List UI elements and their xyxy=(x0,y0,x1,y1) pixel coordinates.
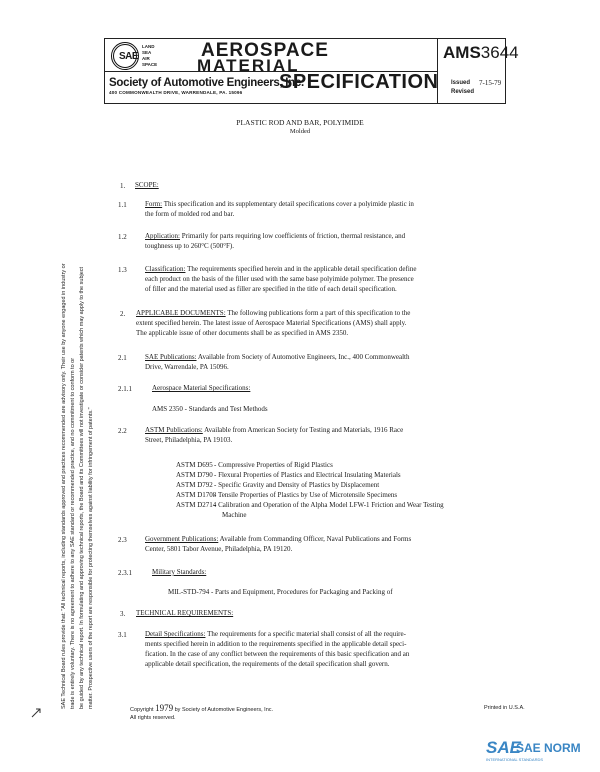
society-name: Society of Automotive Engineers, Inc. xyxy=(109,77,304,89)
s231-item: MIL-STD-794 - Parts and Equipment, Procedures for Packaging and Packing of xyxy=(168,588,393,596)
s31-text2: ments specified herein in addition to the requirements specified in the applicable detail speci- xyxy=(145,640,407,648)
s22-text2: Street, Philadelphia, PA 19103. xyxy=(145,436,233,444)
s11-text2: the form of molded rod and bar. xyxy=(145,210,235,218)
doc-subtitle: Molded xyxy=(289,128,311,135)
s211-num: 2.1.1 xyxy=(118,385,132,393)
s21-text2: Drive, Warrendale, PA 15096. xyxy=(145,363,229,371)
s3-num: 3. xyxy=(120,610,126,618)
ams-prefix: AMS xyxy=(443,43,481,62)
s11-num: 1.1 xyxy=(118,201,127,209)
printed-in: Printed in U.S.A. xyxy=(484,705,525,711)
s31-body xyxy=(145,629,555,669)
s31-text4: applicable detail specification, the requirements of the detail specification shall govern. xyxy=(145,660,390,668)
s13-body xyxy=(145,264,555,294)
revised-label: Revised xyxy=(451,89,475,95)
s211-item: AMS 2350 - Standards and Test Methods xyxy=(152,405,268,413)
s31-text3: fication. In the case of any conflict between the requirements of this basic specification and an xyxy=(145,650,410,658)
s23-body xyxy=(145,534,555,554)
s22-body xyxy=(145,425,555,445)
title-specification: SPECIFICATION xyxy=(279,71,439,93)
astm-row xyxy=(176,461,333,469)
s12-label: Application: xyxy=(145,232,180,240)
disclaimer-line-1: SAE Technical Board rules provide that: "All technical reports, including standards approved and practices recommended are advisory only. Their use by anyone engaged in industry or xyxy=(61,263,67,709)
s21-body xyxy=(145,352,555,372)
s21-text: Available from Society of Automotive Engineers, Inc., 400 Commonwealth xyxy=(197,353,410,361)
astm-row xyxy=(176,501,444,509)
astm-code: ASTM D790 xyxy=(176,471,213,479)
title-aerospace: AEROSPACE xyxy=(201,40,329,61)
sae-logo xyxy=(111,42,161,70)
astm-continuation: Machine xyxy=(222,511,247,519)
astm-code: ASTM D792 xyxy=(176,481,213,489)
s12-text2: toughness up to 260°C (500°F). xyxy=(145,242,235,250)
s13-text: The requirements specified herein and in the applicable detail specification define xyxy=(187,265,417,273)
disclaimer-line-3: be guided by any technical report. In formulating and approving technical reports, the Board and its Committees will not investigate or consider patents which may apply to the subject xyxy=(79,266,85,709)
society-address: 400 COMMONWEALTH DRIVE, WARRENDALE, PA. 15096 xyxy=(109,90,243,95)
s1-num: 1. xyxy=(120,182,126,190)
astm-code: ASTM D2714 xyxy=(176,501,217,509)
s11-body xyxy=(145,199,555,219)
disclaimer-line-4: matter. Prospective users of the report are responsible for protecting themselves against liability for infringement of patents." xyxy=(88,407,94,709)
s13-label: Classification: xyxy=(145,265,186,273)
logo-tagline-2: SEA xyxy=(142,50,152,55)
issued-label: Issued xyxy=(451,80,471,86)
s12-text: Primarily for parts requiring low coefficients of friction, thermal resistance, and xyxy=(181,232,406,240)
astm-desc: - Compressive Properties of Rigid Plastics xyxy=(214,461,333,469)
s2-body xyxy=(136,308,556,338)
astm-desc: - Calibration and Operation of the Alpha Model LFW-1 Friction and Wear Testing xyxy=(214,501,444,509)
rights-reserved: All rights reserved. xyxy=(130,715,176,721)
s1-heading: SCOPE: xyxy=(135,181,159,189)
astm-desc: - Flexural Properties of Plastics and Electrical Insulating Materials xyxy=(214,471,401,479)
s2-text: The following publications form a part of this specification to the xyxy=(227,309,411,317)
logo-tagline-3: AIR xyxy=(142,56,150,61)
s23-text2: Center, 5801 Tabor Avenue, Philadelphia, PA 19120. xyxy=(145,545,293,553)
copyright-pre: Copyright xyxy=(130,707,154,713)
sae-globe-icon xyxy=(111,42,139,70)
s13-num: 1.3 xyxy=(118,266,127,274)
s12-body xyxy=(145,231,555,251)
astm-row xyxy=(176,491,397,499)
s231-num: 2.3.1 xyxy=(118,569,132,577)
s23-label: Government Publications: xyxy=(145,535,219,543)
s11-text: This specification and its supplementary detail specifications cover a polyimide plastic in xyxy=(163,200,414,208)
astm-row xyxy=(176,481,379,489)
watermark-text: SAE NORM xyxy=(516,741,581,755)
s211-label: Aerospace Material Specifications: xyxy=(152,384,251,392)
title-material: MATERIAL xyxy=(197,56,300,75)
s231-label: Military Standards: xyxy=(152,568,207,576)
issued-date: 7-15-79 xyxy=(479,79,502,87)
watermark-sae-icon: SAE xyxy=(486,738,521,757)
logo-text: SAE xyxy=(119,51,139,62)
logo-tagline-4: SPACE xyxy=(142,62,158,67)
sae-disclaimer xyxy=(60,109,96,709)
s12-num: 1.2 xyxy=(118,233,127,241)
s23-num: 2.3 xyxy=(118,536,127,544)
s22-num: 2.2 xyxy=(118,427,127,435)
s2-text3: The applicable issue of other documents shall be as specified in AMS 2350. xyxy=(136,329,349,337)
astm-code: ASTM D695 xyxy=(176,461,213,469)
doc-title: PLASTIC ROD AND BAR, POLYIMIDE xyxy=(236,118,364,127)
copyright-year: 1979 xyxy=(155,703,174,713)
s31-num: 3.1 xyxy=(118,631,127,639)
watermark-subtext: INTERNATIONAL STANDARDS xyxy=(486,757,544,762)
s11-label: Form: xyxy=(145,200,163,208)
s3-heading: TECHNICAL REQUIREMENTS: xyxy=(136,609,234,617)
s31-label: Detail Specifications: xyxy=(145,630,206,638)
fold-mark-icon xyxy=(30,705,44,719)
s21-num: 2.1 xyxy=(118,354,127,362)
s2-num: 2. xyxy=(120,310,126,318)
s13-text3: of filler and the material used as filler are specified in the title of each detail specification. xyxy=(145,285,397,293)
disclaimer-line-2: trade is entirely voluntary. There is no agreement to adhere to any SAE standard or recommended practice, and no commitment to conform to or xyxy=(70,357,76,709)
s21-label: SAE Publications: xyxy=(145,353,197,361)
copyright-post: by Society of Automotive Engineers, Inc. xyxy=(174,707,274,713)
astm-desc: - Specific Gravity and Density of Plastics by Displacement xyxy=(214,481,380,489)
astm-desc: - Tensile Properties of Plastics by Use of Microtensile Specimens xyxy=(214,491,398,499)
s2-text2: extent specified herein. The latest issue of Aerospace Material Specifications (AMS) shall apply. xyxy=(136,319,407,327)
sae-norm-watermark xyxy=(486,738,586,762)
s22-text: Available from American Society for Testing and Materials, 1916 Race xyxy=(204,426,404,434)
logo-tagline-1: LAND xyxy=(142,44,155,49)
astm-code: ASTM D1708 xyxy=(176,491,217,499)
s23-text: Available from Commanding Officer, Naval Publications and Forms xyxy=(219,535,412,543)
s2-heading: APPLICABLE DOCUMENTS: xyxy=(136,309,226,317)
astm-row xyxy=(176,471,401,479)
s31-text: The requirements for a specific material shall consist of all the require- xyxy=(207,630,406,638)
ams-number xyxy=(443,43,519,63)
spec-header xyxy=(104,38,519,104)
s22-label: ASTM Publications: xyxy=(145,426,203,434)
copyright xyxy=(130,703,273,713)
ams-digits: 3644 xyxy=(480,43,519,62)
s13-text2: each product on the basis of the filler used with the same base polyimide polymer. The presence xyxy=(145,275,414,283)
